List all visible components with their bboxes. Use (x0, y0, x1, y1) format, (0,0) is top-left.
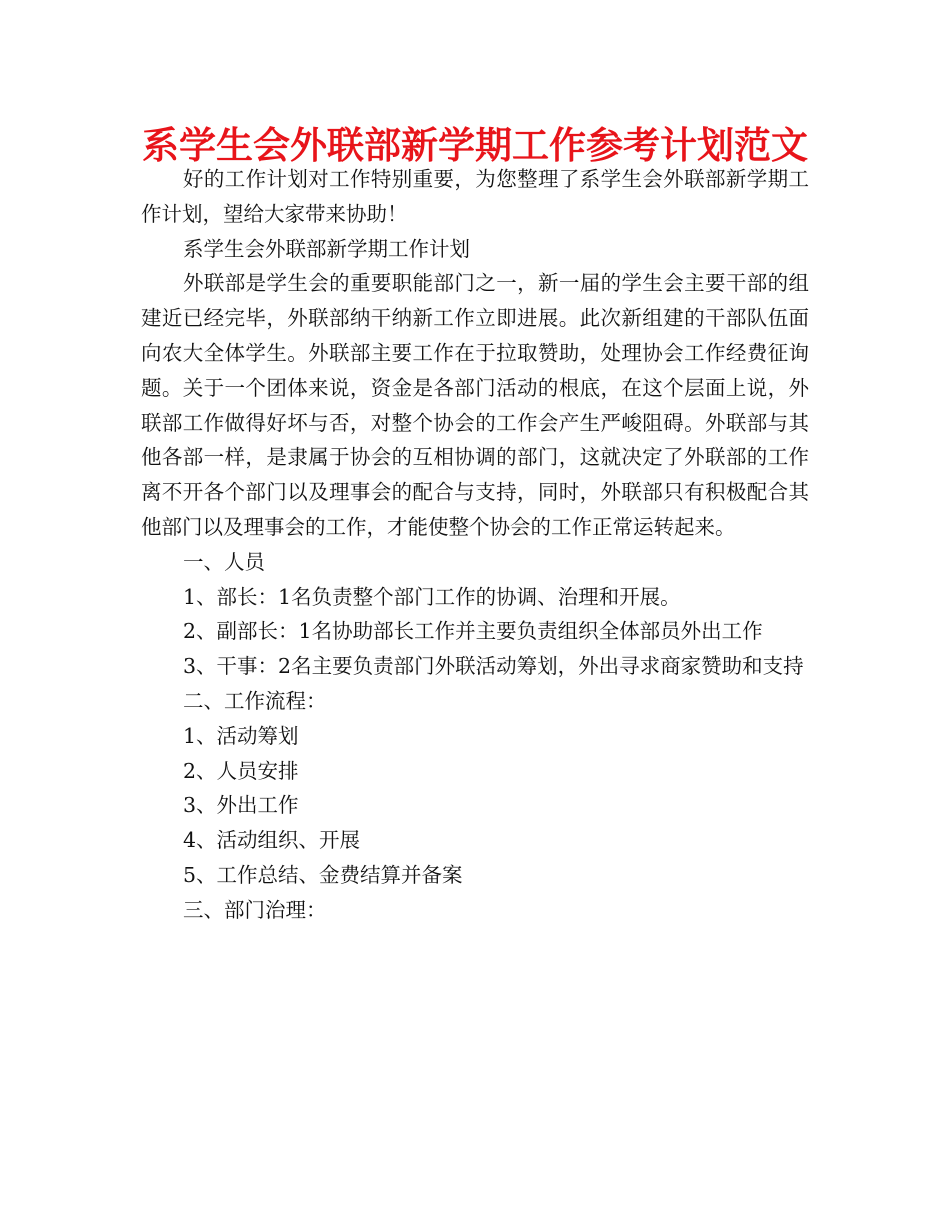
list-item-vice-minister: 2、副部长：1名协助部长工作并主要负责组织全体部员外出工作 (183, 619, 763, 644)
list-item-outreach: 3、外出工作 (183, 793, 299, 818)
list-item-organizing: 4、活动组织、开展 (183, 828, 361, 853)
section-heading-workflow: 二、工作流程： (183, 688, 327, 713)
list-item-minister: 1、部长：1名负责整个部门工作的协调、治理和开展。 (183, 584, 681, 609)
plan-subtitle: 系学生会外联部新学期工作计划 (183, 236, 470, 261)
overview-paragraph: 外联部是学生会的重要职能部门之一，新一届的学生会主要干部的组建近已经完毕，外联部纳干纳新工作立即进展。此次新组建的干部队伍面向农大全体学生。外联部主要工作在于拉取赞助，处理协会工作经费征询题。关于一个团体来说，资金是各部门活动的根底，在这个层面上说，外联部工作做得好坏与否，对整个协会的工作会产生严峻阻碍。外联部与其他各部一样，是隶属于协会的互相协调的部门，这就决定了外联部的工作离不开各个部门以及理事会的配合与支持，同时，外联部只有积极配合其他部门以及理事会的工作，才能使整个协会的工作正常运转起来。 (141, 271, 809, 539)
document-body (141, 162, 809, 928)
section-heading-personnel: 一、人员 (183, 549, 265, 574)
intro-paragraph: 好的工作计划对工作特别重要，为您整理了系学生会外联部新学期工作计划，望给大家带来协助！ (141, 167, 809, 226)
section-heading-management: 三、部门治理： (183, 897, 327, 922)
list-item-staffing: 2、人员安排 (183, 758, 299, 783)
document-title: 系学生会外联部新学期工作参考计划范文 (142, 124, 808, 167)
list-item-planning: 1、活动筹划 (183, 723, 299, 748)
list-item-summary: 5、工作总结、金费结算并备案 (183, 862, 463, 887)
list-item-officers: 3、干事：2名主要负责部门外联活动筹划，外出寻求商家赞助和支持 (183, 654, 804, 679)
